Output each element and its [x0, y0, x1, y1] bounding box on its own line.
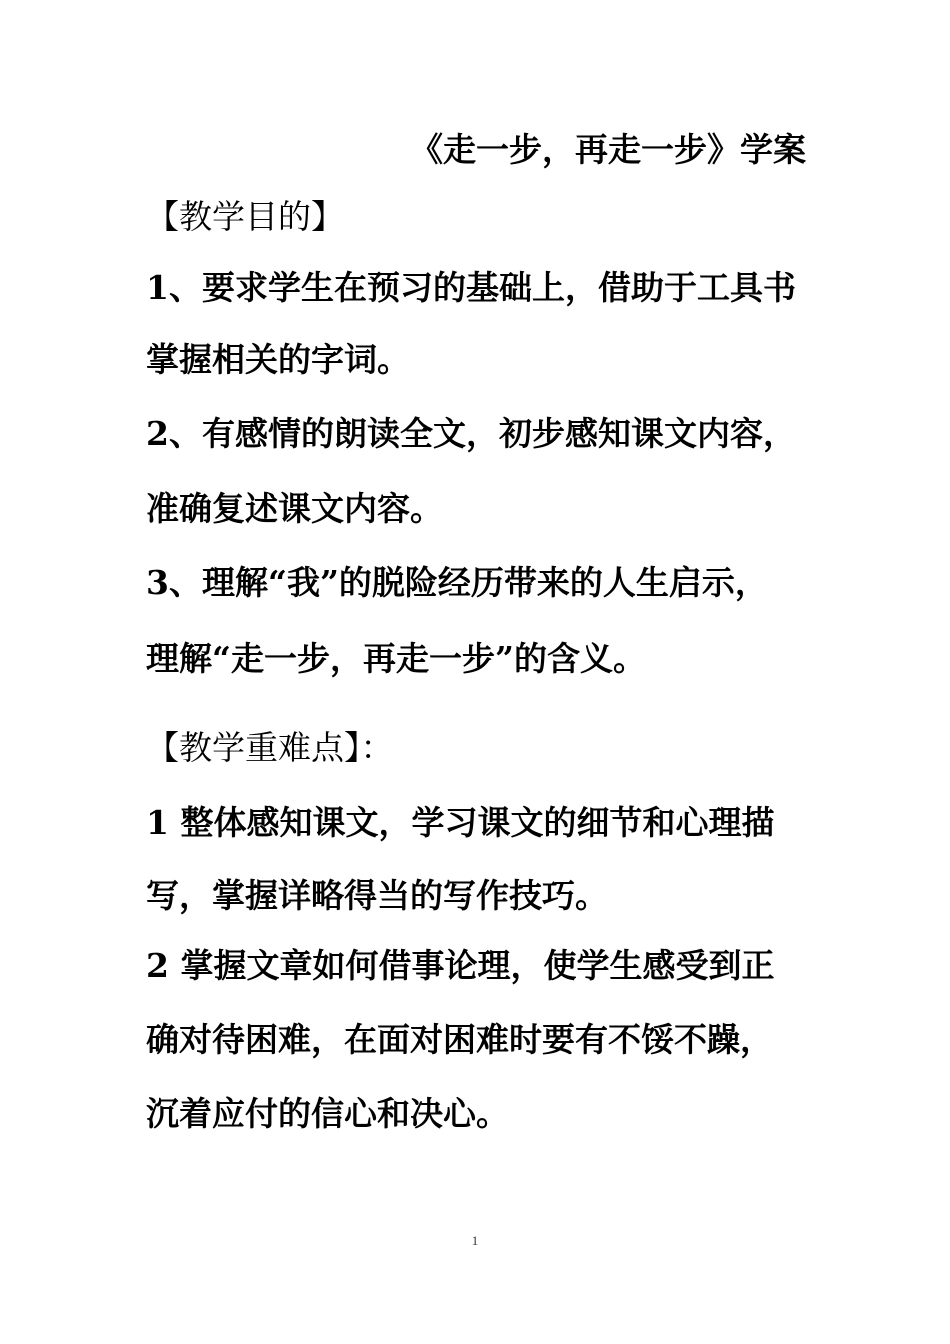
page-number: 1 [471, 1233, 479, 1248]
key-point-line-4: 确对待困难，在面对困难时要有不馁不躁， [146, 1020, 773, 1059]
goal-line-6: 理解“走一步，再走一步”的含义。 [146, 639, 646, 678]
goal-line-4: 准确复述课文内容。 [146, 489, 443, 528]
section-heading-teaching-goals: 【教学目的】 [146, 197, 344, 236]
key-point-line-1: 1 整体感知课文，学习课文的细节和心理描 [146, 803, 775, 842]
key-point-line-3: 2 掌握文章如何借事论理，使学生感受到正 [146, 946, 775, 985]
section-heading-key-points: 【教学重难点】： [146, 728, 394, 767]
goal-line-2: 掌握相关的字词。 [146, 340, 410, 379]
goal-line-1: 1、要求学生在预习的基础上，借助于工具书 [146, 268, 796, 307]
goal-line-5: 3、理解“我”的脱险经历带来的人生启示， [146, 563, 768, 602]
key-point-line-2: 写，掌握详略得当的写作技巧。 [146, 876, 608, 915]
goal-line-3: 2、有感情的朗读全文，初步感知课文内容， [146, 414, 796, 453]
key-point-line-5: 沉着应付的信心和决心。 [146, 1094, 509, 1133]
document-title: 《走一步，再走一步》学案 [410, 130, 806, 169]
